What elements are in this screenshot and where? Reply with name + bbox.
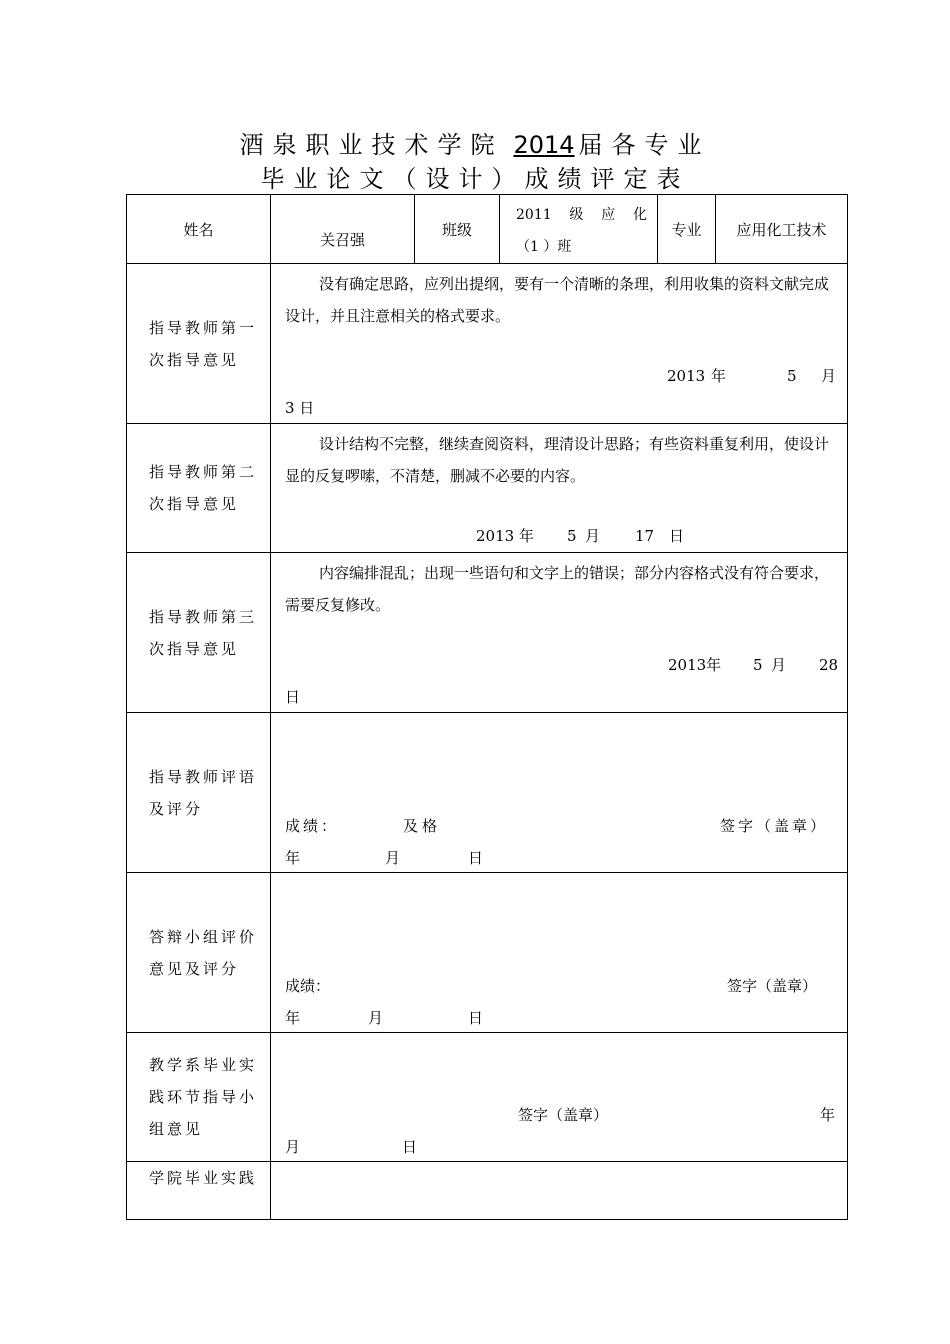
- second-date-month: 5: [567, 527, 577, 545]
- title-year: 2014: [513, 131, 575, 159]
- third-guidance-content: 内容编排混乱；出现一些语句和文字上的错误；部分内容格式没有符合要求，需要反复修改。 2013年 5 月 28 日: [271, 553, 848, 713]
- first-guidance-label: 指导教师第一次指导意见: [127, 264, 271, 424]
- advisor-score-value: 及格: [403, 817, 442, 835]
- third-date-year: 2013年: [668, 656, 722, 674]
- college-content: [271, 1162, 848, 1220]
- class-value: 2011 级 应 化 （1 ）班: [500, 195, 658, 264]
- third-guidance-row: [127, 553, 848, 713]
- third-guidance-label: 指导教师第三次指导意见: [127, 553, 271, 713]
- name-label: 姓名: [127, 195, 271, 264]
- second-guidance-row: [127, 424, 848, 553]
- second-date-day: 17: [635, 527, 655, 545]
- college-label: 学院毕业实践: [127, 1162, 271, 1220]
- defense-score-label: 成绩：: [285, 977, 331, 995]
- document-title-line-1: [0, 130, 950, 160]
- third-date-month: 5: [753, 656, 763, 674]
- first-date-year: 2013: [667, 367, 706, 385]
- advisor-comment-label: 指导教师评语及评分: [127, 713, 271, 873]
- evaluation-table: [126, 194, 848, 1220]
- first-guidance-content: 没有确定思路，应列出提纲，要有一个清晰的条理，利用收集的资料文献完成设计，并且注意相关的格式要求。 2013 年 5 月 3 日: [271, 264, 848, 424]
- defense-content: 成绩： 签字（盖章） 年 月 日: [271, 873, 848, 1033]
- college-row: [127, 1162, 848, 1220]
- department-signature: 签字（盖章）: [518, 1106, 609, 1124]
- department-row: [127, 1033, 848, 1162]
- third-guidance-comment: 内容编排混乱；出现一些语句和文字上的错误；部分内容格式没有符合要求，需要反复修改。: [285, 564, 830, 614]
- defense-row: [127, 873, 848, 1033]
- advisor-comment-content: 成绩： 及格 签字（盖章） 年 月 日: [271, 713, 848, 873]
- header-row: [127, 195, 848, 264]
- title-school: 酒泉职业技术学院: [239, 131, 504, 159]
- title-suffix: 届各专业: [578, 131, 711, 159]
- first-date-day: 3 日: [285, 399, 315, 417]
- second-guidance-label: 指导教师第二次指导意见: [127, 424, 271, 553]
- advisor-signature: 签字（盖章）: [720, 817, 829, 835]
- second-guidance-comment: 设计结构不完整，继续查阅资料，理清设计思路；有些资料重复利用，使设计显的反复啰嗦，不清楚，删减不必要的内容。: [285, 435, 830, 485]
- department-label: 教学系毕业实践环节指导小组意见: [127, 1033, 271, 1162]
- defense-signature: 签字（盖章）: [727, 977, 818, 995]
- first-guidance-row: [127, 264, 848, 424]
- name-value: 关召强: [271, 195, 415, 264]
- major-label: 专业: [658, 195, 716, 264]
- third-date-day: 28: [819, 656, 839, 674]
- advisor-score-label: 成绩：: [285, 817, 340, 835]
- advisor-comment-row: [127, 713, 848, 873]
- second-date-year: 2013: [476, 527, 515, 545]
- first-date-month: 5: [787, 367, 797, 385]
- department-content: 签字（盖章） 年 月 日: [271, 1033, 848, 1162]
- defense-label: 答辩小组评价意见及评分: [127, 873, 271, 1033]
- second-guidance-content: 设计结构不完整，继续查阅资料，理清设计思路；有些资料重复利用，使设计显的反复啰嗦，不清楚，删减不必要的内容。 2013 年 5 月 17 日: [271, 424, 848, 553]
- document-title-line-2: 毕业论文（设计）成绩评定表: [260, 165, 690, 193]
- class-label: 班级: [415, 195, 500, 264]
- first-guidance-comment: 没有确定思路，应列出提纲，要有一个清晰的条理，利用收集的资料文献完成设计，并且注意相关的格式要求。: [285, 275, 830, 325]
- major-value: 应用化工技术: [716, 195, 848, 264]
